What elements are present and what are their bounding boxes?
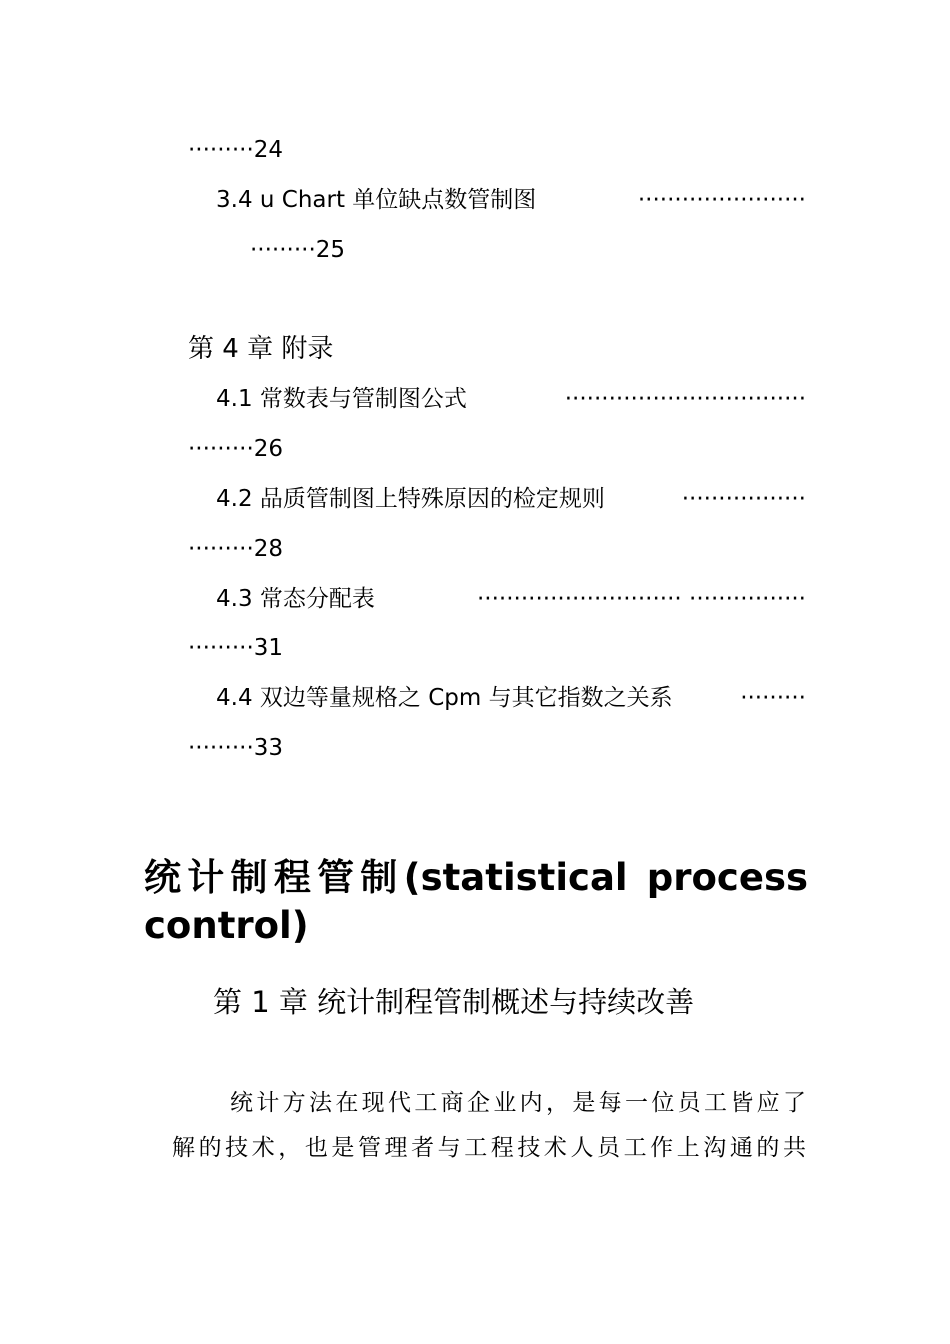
- toc-entry-label: 4.1 常数表与管制图公式: [216, 386, 467, 412]
- paragraph-line: 解的技术，也是管理者与工程技术人员工作上沟通的共: [172, 1135, 806, 1161]
- toc-entry-4-1[interactable]: [216, 384, 806, 414]
- body-paragraph: [172, 1081, 806, 1171]
- document-title: 统计制程管制(statistical process control): [144, 856, 808, 947]
- toc-entry-4-2[interactable]: [216, 484, 806, 514]
- toc-leader: ·······················: [637, 187, 806, 213]
- toc-leader: ···························· ················: [477, 586, 806, 612]
- toc-page-number: ·········25: [250, 237, 346, 263]
- toc-entry-label: 4.2 品质管制图上特殊原因的检定规则: [216, 486, 605, 512]
- toc-chapter-4[interactable]: 第 4 章 附录: [188, 334, 334, 364]
- paragraph-line: 统计方法在现代工商企业内，是每一位员工皆应了: [230, 1090, 806, 1116]
- chapter-1-heading: 第 1 章 统计制程管制概述与持续改善: [213, 985, 695, 1019]
- toc-entry-label: 4.4 双边等量规格之 Cpm 与其它指数之关系: [216, 685, 673, 711]
- toc-entry-label: 4.3 常态分配表: [216, 586, 375, 612]
- toc-leader: ·········: [740, 685, 806, 711]
- toc-leader: ·································: [564, 386, 806, 412]
- toc-entry-label: 3.4 u Chart 单位缺点数管制图: [216, 187, 537, 213]
- toc-entry-4-3[interactable]: [216, 584, 806, 614]
- toc-page-number: ·········26: [188, 436, 284, 462]
- toc-entry-4-4[interactable]: [216, 683, 806, 713]
- toc-entry-3-4[interactable]: [216, 185, 806, 215]
- toc-page-number: ·········31: [188, 635, 284, 661]
- toc-leader: ·················: [681, 486, 806, 512]
- toc-continuation: ·········24: [188, 137, 284, 163]
- toc-page-number: ·········28: [188, 536, 284, 562]
- toc-page-number: ·········33: [188, 735, 284, 761]
